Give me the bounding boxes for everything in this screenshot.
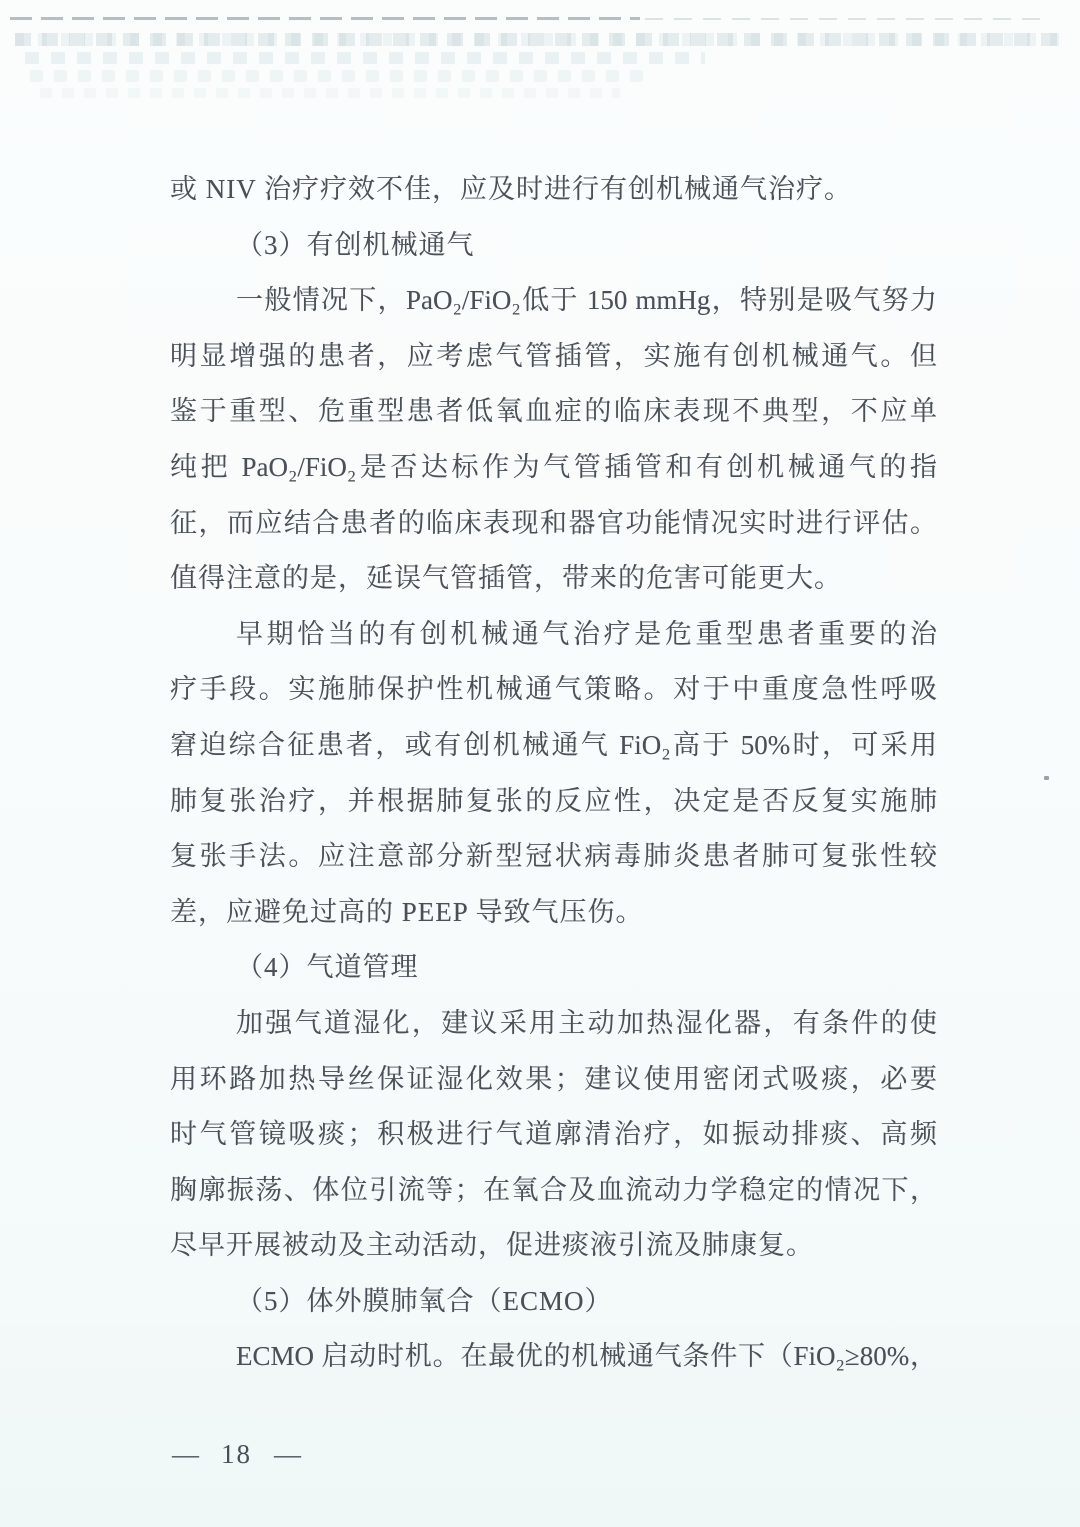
text-line: （4）气道管理 (236, 952, 419, 983)
scan-noise-band (25, 52, 705, 64)
text-line: 肺复张治疗，并根据肺复张的反应性，决定是否反复实施肺 (170, 785, 937, 816)
text-line: 窘迫综合征患者，或有创机械通气 FiO₂高于 50%时，可采用 (170, 729, 937, 760)
text-line: 早期恰当的有创机械通气治疗是危重型患者重要的治 (236, 618, 937, 649)
footer-right-dash: — (274, 1439, 301, 1469)
text-line: 加强气道湿化，建议采用主动加热湿化器，有条件的使 (236, 1007, 937, 1038)
document-body (170, 162, 937, 1385)
text-line: 鉴于重型、危重型患者低氧血症的临床表现不典型，不应单 (170, 396, 937, 427)
text-line: 胸廓振荡、体位引流等；在氧合及血流动力学稳定的情况下， (170, 1174, 937, 1205)
text-line: ECMO 启动时机。在最优的机械通气条件下（FiO₂≥80%， (236, 1341, 937, 1372)
text-line: 一般情况下，PaO₂/FiO₂低于 150 mmHg，特别是吸气努力 (236, 285, 937, 316)
text-line: 时气管镜吸痰；积极进行气道廓清治疗，如振动排痰、高频 (170, 1119, 937, 1150)
scan-noise-band (15, 33, 1060, 46)
scan-noise-band (30, 70, 650, 82)
text-line: 或 NIV 治疗疗效不佳，应及时进行有创机械通气治疗。 (170, 174, 852, 204)
text-line: 纯把 PaO₂/FiO₂是否达标作为气管插管和有创机械通气的指 (170, 451, 937, 482)
page-number: 18 (221, 1439, 252, 1469)
scan-streak (645, 18, 1045, 20)
text-line: 征，而应结合患者的临床表现和器官功能情况实时进行评估。 (170, 507, 937, 538)
text-line: （3）有创机械通气 (236, 229, 475, 260)
scan-noise-band (40, 88, 620, 98)
text-line: 复张手法。应注意部分新型冠状病毒肺炎患者肺可复张性较 (170, 841, 937, 872)
scan-speck (1044, 776, 1049, 780)
text-line: （5）体外膜肺氧合（ECMO） (236, 1285, 613, 1316)
text-line: 用环路加热导丝保证湿化效果；建议使用密闭式吸痰，必要 (170, 1063, 937, 1094)
text-line: 明显增强的患者，应考虑气管插管，实施有创机械通气。但 (170, 340, 937, 371)
text-line: 值得注意的是，延误气管插管，带来的危害可能更大。 (170, 563, 842, 594)
text-line: 疗手段。实施肺保护性机械通气策略。对于中重度急性呼吸 (170, 674, 937, 705)
text-line: 差，应避免过高的 PEEP 导致气压伤。 (170, 896, 644, 927)
scan-streak (10, 17, 640, 20)
text-line: 尽早开展被动及主动活动，促进痰液引流及肺康复。 (170, 1230, 814, 1261)
footer-left-dash: — (172, 1439, 199, 1469)
page-footer (172, 1427, 301, 1481)
